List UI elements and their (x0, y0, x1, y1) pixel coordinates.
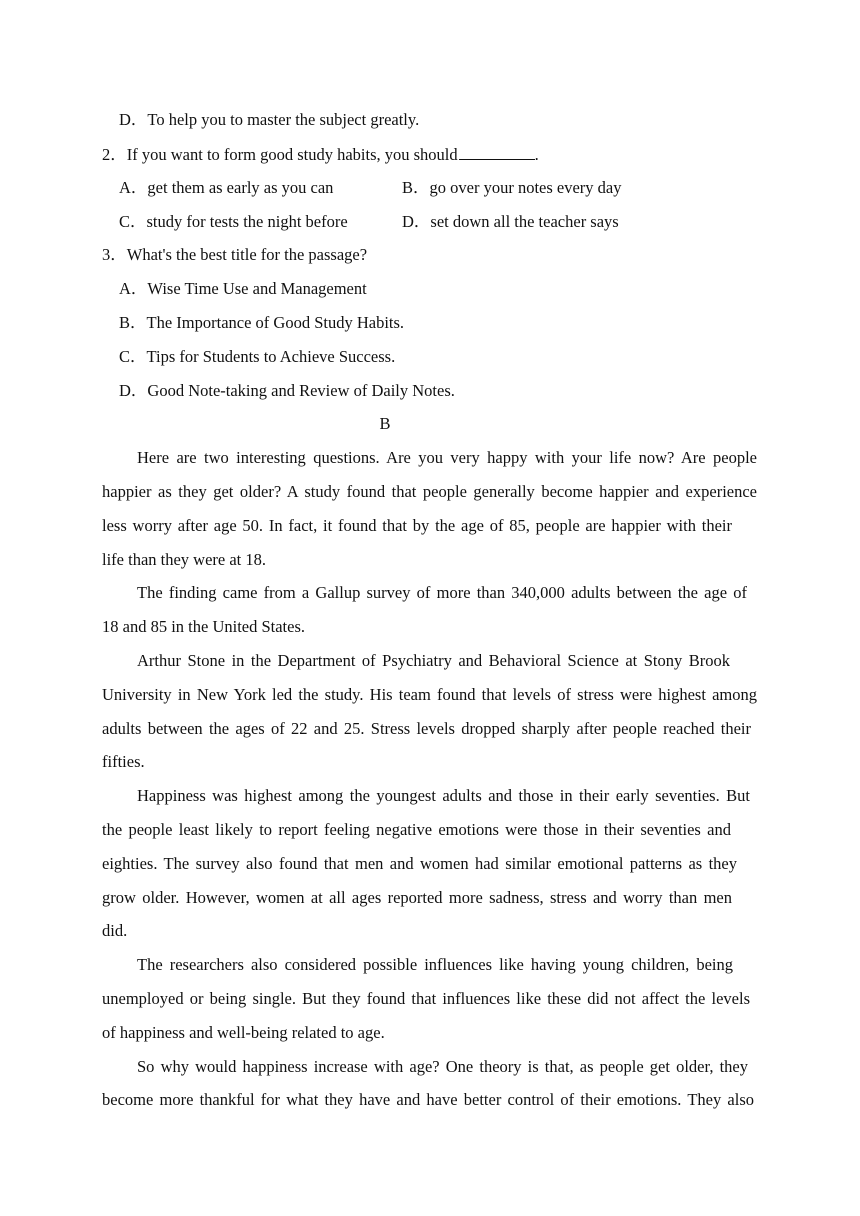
q2-stem (102, 144, 539, 165)
passage-line: did. (102, 921, 128, 940)
q3-option-d: D．Good Note-taking and Review of Daily Notes. (119, 381, 455, 400)
passage-line: unemployed or being single. But they found that influences like these did not affect the levels (102, 989, 750, 1008)
q2-option-a: A．get them as early as you can (119, 178, 334, 197)
passage-line: The researchers also considered possible influences like having young children, being (137, 955, 733, 974)
passage-line: eighties. The survey also found that men and women had similar emotional patterns as they (102, 854, 737, 873)
answer-blank (459, 144, 535, 160)
q2-option-b: B．go over your notes every day (402, 178, 622, 197)
passage-line: fifties. (102, 752, 145, 771)
q2-option-c: C．study for tests the night before (119, 212, 348, 231)
passage-line: of happiness and well-being related to age. (102, 1023, 385, 1042)
passage-line: life than they were at 18. (102, 550, 267, 569)
passage-line: Happiness was highest among the youngest adults and those in their early seventies. But (137, 786, 750, 805)
q2-stem-text: 2．If you want to form good study habits, you should (102, 145, 458, 164)
q3-stem: 3．What's the best title for the passage? (102, 245, 368, 264)
passage-line: 18 and 85 in the United States. (102, 617, 306, 636)
passage-line: So why would happiness increase with age? One theory is that, as people get older, they (137, 1057, 748, 1076)
q3-option-a: A．Wise Time Use and Management (119, 279, 367, 298)
passage-line: Arthur Stone in the Department of Psychiatry and Behavioral Science at Stony Brook (137, 651, 730, 670)
passage-line: grow older. However, women at all ages reported more sadness, stress and worry than men (102, 888, 732, 907)
passage-line: adults between the ages of 22 and 25. Stress levels dropped sharply after people reached their (102, 719, 751, 738)
passage-line: the people least likely to report feeling negative emotions were those in their seventies and (102, 820, 731, 839)
q3-option-c: C．Tips for Students to Achieve Success. (119, 347, 396, 366)
q1-option-d: D．To help you to master the subject greatly. (119, 110, 420, 129)
q2-stem-end: . (534, 145, 539, 164)
passage-line: happier as they get older? A study found that people generally become happier and experience (102, 482, 757, 501)
q2-option-d: D．set down all the teacher says (402, 212, 619, 231)
section-heading: B (379, 414, 391, 433)
passage-line: Here are two interesting questions. Are you very happy with your life now? Are people (137, 448, 757, 467)
passage-line: less worry after age 50. In fact, it found that by the age of 85, people are happier with their (102, 516, 732, 535)
passage-line: University in New York led the study. His team found that levels of stress were highest among (102, 685, 757, 704)
q3-option-b: B．The Importance of Good Study Habits. (119, 313, 405, 332)
passage-line: The finding came from a Gallup survey of more than 340,000 adults between the age of (137, 583, 747, 602)
passage-line: become more thankful for what they have and have better control of their emotions. They also (102, 1090, 754, 1109)
